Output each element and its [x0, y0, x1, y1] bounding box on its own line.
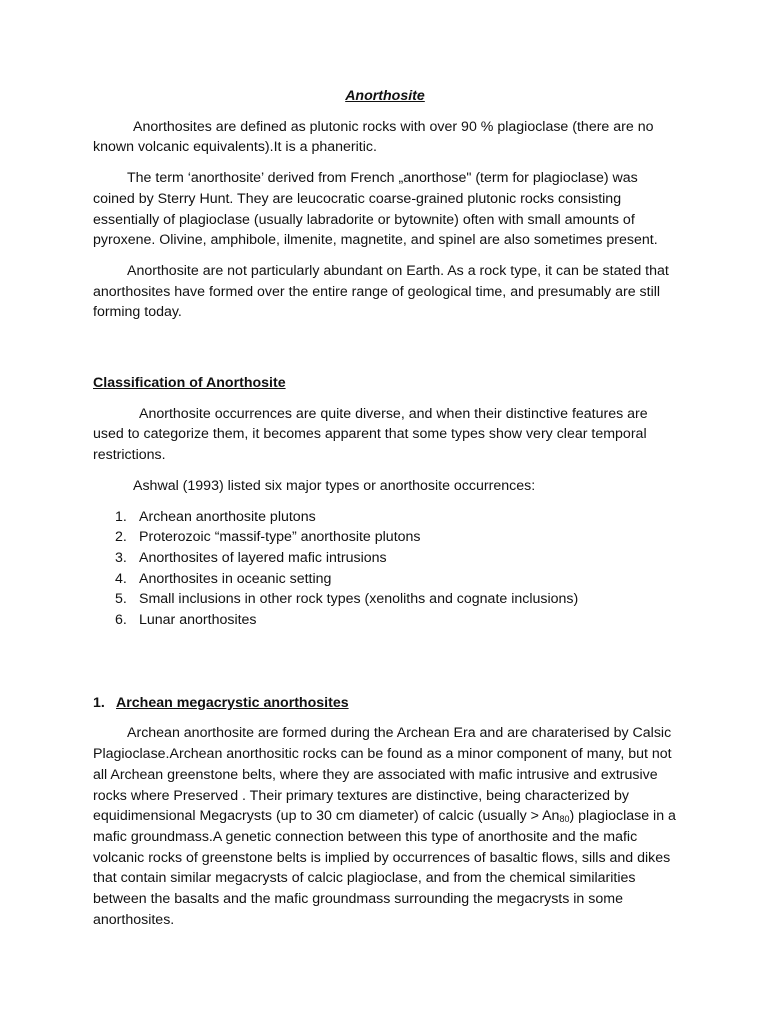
- archean-paragraph: [93, 723, 677, 930]
- list-item-text: Anorthosites of layered mafic intrusions: [139, 549, 387, 566]
- archean-text-part-2: ) plagioclase in a mafic groundmass.A genetic connection between this type of anorthosite and the mafic volcanic rocks of greenstone belts is implied by occurrences of basaltic flows, sills and dikes that contain similar megacrysts of calcic plagioclase, and from the chemical similarities between the basalts and the mafic groundmass surrounding the megacrysts in some anorthosites.: [93, 808, 676, 928]
- section-spacer: [93, 333, 677, 373]
- classification-paragraph-2: Ashwal (1993) listed six major types or anorthosite occurrences:: [133, 477, 536, 494]
- classification-paragraph-1: Anorthosite occurrences are quite diverse, and when their distinctive features are used to categorize them, it becomes apparent that some types show very clear temporal restrictions.: [93, 405, 648, 464]
- archean-heading: [93, 693, 677, 714]
- list-item-text: Archean anorthosite plutons: [139, 508, 316, 525]
- list-item: [93, 507, 677, 528]
- list-item: [93, 569, 677, 590]
- archean-heading-number: 1.: [93, 694, 105, 711]
- intro-paragraph-1: Anorthosites are defined as plutonic rocks with over 90 % plagioclase (there are no known volcanic equivalents).It is a phaneritic.: [93, 118, 654, 156]
- list-item-text: Anorthosites in oceanic setting: [139, 570, 332, 587]
- list-item-text: Proterozoic “massif-type” anorthosite plutons: [139, 529, 421, 546]
- list-item: [93, 548, 677, 569]
- page-title: Anorthosite: [345, 88, 425, 104]
- archean-text-part-1: Archean anorthosite are formed during the Archean Era and are charaterised by Calsic Plagioclase.Archean anorthositic rocks can be found as a minor component of many, but not all Archean greenstone belts, where they are associated with mafic intrusive and extrusive rocks where Preserved . Their primary textures are distinctive, being characterized by equidimensional Megacrysts (up to 30 cm diameter) of calcic (usually > An: [93, 725, 672, 825]
- an-subscript: 80: [559, 814, 570, 825]
- anorthosite-types-list: [93, 507, 677, 631]
- list-item-number: 3.: [115, 549, 127, 566]
- list-item-text: Small inclusions in other rock types (xenoliths and cognate inclusions): [139, 591, 579, 608]
- document-body: [93, 86, 677, 941]
- list-item: [93, 610, 677, 631]
- archean-heading-text: Archean megacrystic anorthosites: [116, 694, 349, 711]
- list-item-number: 2.: [115, 529, 127, 546]
- list-item-number: 6.: [115, 612, 127, 629]
- intro-paragraph-2: The term ‘anorthosite’ derived from French „anorthose" (term for plagioclase) was coined by Sterry Hunt. They are leucocratic coarse-grained plutonic rocks consisting essentially of plagioclase (usually labradorite or bytownite) often with small amounts of pyroxene. Olivine, amphibole, ilmenite, magnetite, and spinel are also sometimes present.: [93, 170, 658, 249]
- intro-paragraph-3: Anorthosite are not particularly abundant on Earth. As a rock type, it can be stated that anorthosites have formed over the entire range of geological time, and presumably are still forming today.: [93, 262, 669, 321]
- section-spacer: [93, 641, 677, 693]
- list-item-text: Lunar anorthosites: [139, 612, 257, 629]
- list-item-number: 5.: [115, 591, 127, 608]
- list-item-number: 1.: [115, 508, 127, 525]
- list-item: [93, 589, 677, 610]
- list-item: [93, 527, 677, 548]
- list-item-number: 4.: [115, 570, 127, 587]
- classification-heading: Classification of Anorthosite: [93, 375, 286, 392]
